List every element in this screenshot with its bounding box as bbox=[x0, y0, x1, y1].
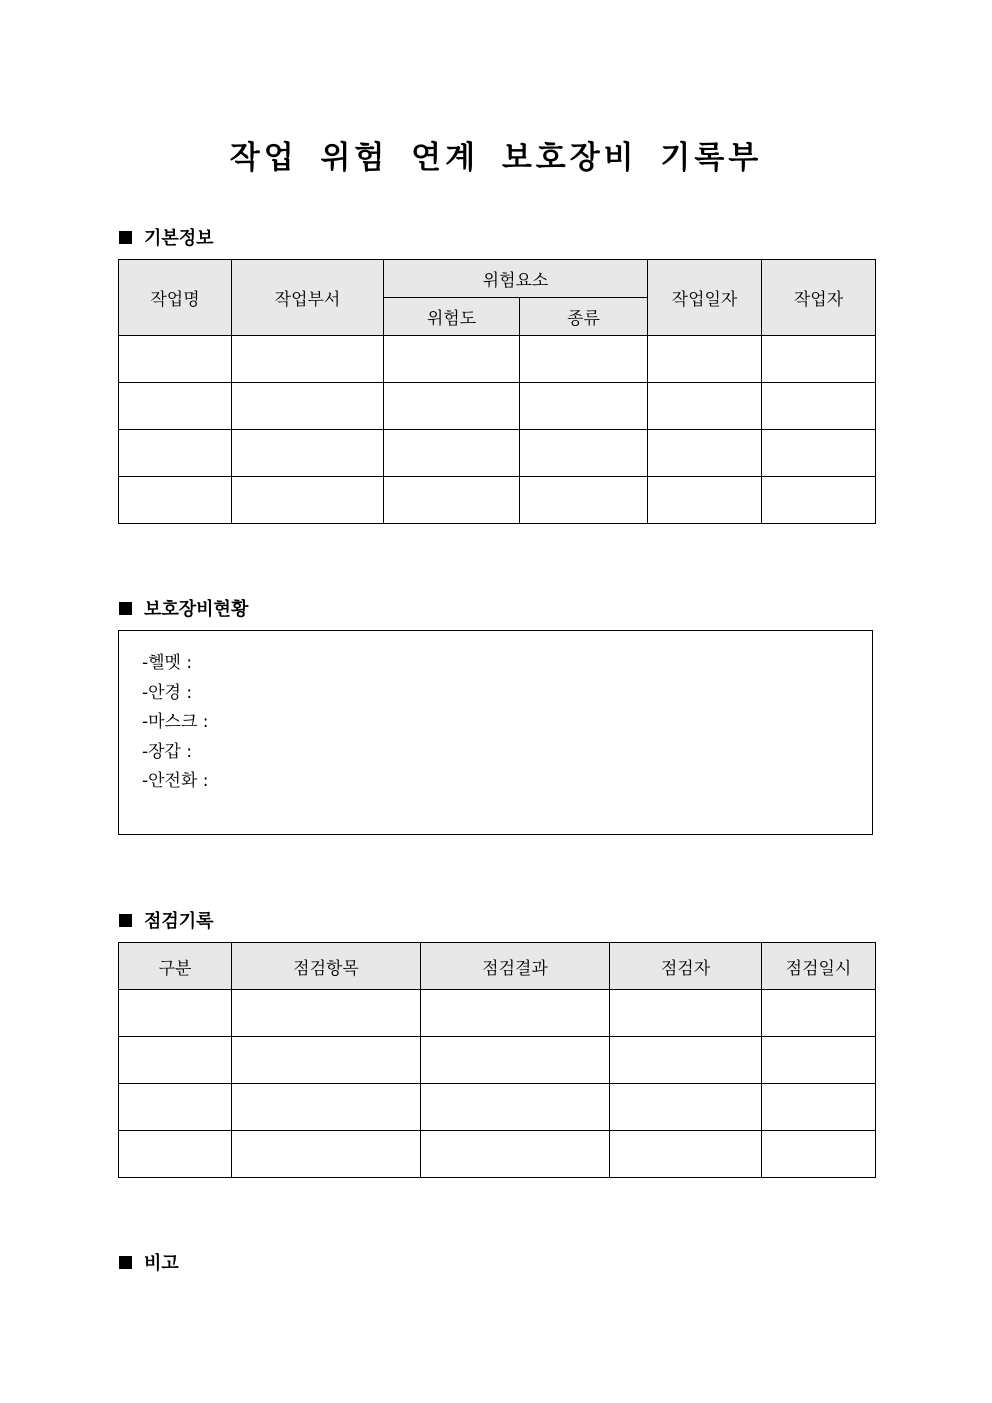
table-cell[interactable] bbox=[648, 336, 762, 383]
table-cell[interactable] bbox=[762, 336, 876, 383]
equipment-item-safety-shoes[interactable]: -안전화 : bbox=[142, 771, 209, 791]
table-cell[interactable] bbox=[648, 477, 762, 524]
table-cell[interactable] bbox=[232, 430, 384, 477]
table-cell[interactable] bbox=[610, 1037, 762, 1084]
table-cell[interactable] bbox=[119, 383, 232, 430]
table-cell[interactable] bbox=[421, 990, 610, 1037]
section-heading-label: 보호장비현황 bbox=[144, 599, 249, 620]
table-cell[interactable] bbox=[232, 336, 384, 383]
table-row bbox=[119, 430, 876, 477]
square-bullet-icon bbox=[119, 231, 132, 244]
table-cell[interactable] bbox=[762, 1131, 876, 1178]
header-inspection-item: 점검항목 bbox=[232, 943, 421, 990]
document-title: 작업 위험 연계 보호장비 기록부 bbox=[229, 140, 763, 176]
table-cell[interactable] bbox=[384, 477, 520, 524]
table-cell[interactable] bbox=[762, 430, 876, 477]
table-cell[interactable] bbox=[610, 1131, 762, 1178]
table-cell[interactable] bbox=[648, 383, 762, 430]
table-row bbox=[119, 1131, 876, 1178]
section-heading-label: 비고 bbox=[144, 1253, 179, 1274]
table-cell[interactable] bbox=[232, 1037, 421, 1084]
table-cell[interactable] bbox=[232, 1084, 421, 1131]
table-cell[interactable] bbox=[762, 990, 876, 1037]
table-cell[interactable] bbox=[384, 430, 520, 477]
table-cell[interactable] bbox=[648, 430, 762, 477]
header-inspection-result: 점검결과 bbox=[421, 943, 610, 990]
square-bullet-icon bbox=[119, 914, 132, 927]
equipment-item-mask[interactable]: -마스크 : bbox=[142, 712, 209, 732]
header-risk-level: 위험도 bbox=[384, 298, 520, 336]
table-cell[interactable] bbox=[520, 336, 648, 383]
table-cell[interactable] bbox=[119, 990, 232, 1037]
section-heading-equipment-status bbox=[119, 595, 248, 621]
header-risk-type: 종류 bbox=[520, 298, 648, 336]
table-cell[interactable] bbox=[119, 336, 232, 383]
table-cell[interactable] bbox=[762, 1084, 876, 1131]
equipment-item-helmet[interactable]: -헬멧 : bbox=[142, 653, 193, 673]
table-cell[interactable] bbox=[520, 477, 648, 524]
table-cell[interactable] bbox=[421, 1131, 610, 1178]
inspection-table bbox=[118, 942, 876, 1178]
equipment-status-box bbox=[118, 630, 873, 835]
equipment-list bbox=[142, 649, 209, 797]
table-cell[interactable] bbox=[762, 1037, 876, 1084]
section-heading-basic-info bbox=[119, 224, 214, 250]
table-cell[interactable] bbox=[520, 383, 648, 430]
table-cell[interactable] bbox=[421, 1037, 610, 1084]
table-cell[interactable] bbox=[119, 1084, 232, 1131]
header-worker: 작업자 bbox=[762, 260, 876, 336]
table-row bbox=[119, 477, 876, 524]
header-department: 작업부서 bbox=[232, 260, 384, 336]
table-cell[interactable] bbox=[762, 383, 876, 430]
table-row bbox=[119, 383, 876, 430]
section-heading-label: 점검기록 bbox=[144, 911, 214, 932]
table-cell[interactable] bbox=[610, 1084, 762, 1131]
header-risk-factor: 위험요소 bbox=[384, 260, 648, 298]
square-bullet-icon bbox=[119, 1256, 132, 1269]
table-row bbox=[119, 336, 876, 383]
header-work-name: 작업명 bbox=[119, 260, 232, 336]
table-cell[interactable] bbox=[232, 990, 421, 1037]
header-inspection-datetime: 점검일시 bbox=[762, 943, 876, 990]
section-heading-inspection-record bbox=[119, 907, 214, 933]
table-row bbox=[119, 1037, 876, 1084]
table-cell[interactable] bbox=[232, 1131, 421, 1178]
table-cell[interactable] bbox=[232, 477, 384, 524]
header-category: 구분 bbox=[119, 943, 232, 990]
table-row bbox=[119, 1084, 876, 1131]
table-cell[interactable] bbox=[119, 477, 232, 524]
table-cell[interactable] bbox=[610, 990, 762, 1037]
table-cell[interactable] bbox=[421, 1084, 610, 1131]
equipment-item-gloves[interactable]: -장갑 : bbox=[142, 741, 193, 762]
table-cell[interactable] bbox=[762, 477, 876, 524]
table-cell[interactable] bbox=[520, 430, 648, 477]
header-work-date: 작업일자 bbox=[648, 260, 762, 336]
table-row bbox=[119, 990, 876, 1037]
basic-info-table bbox=[118, 259, 876, 524]
section-heading-remarks bbox=[119, 1249, 179, 1275]
table-cell[interactable] bbox=[119, 430, 232, 477]
table-cell[interactable] bbox=[384, 336, 520, 383]
equipment-item-glasses[interactable]: -안경 : bbox=[142, 682, 193, 703]
section-heading-label: 기본정보 bbox=[144, 228, 214, 249]
table-cell[interactable] bbox=[119, 1037, 232, 1084]
header-inspector: 점검자 bbox=[610, 943, 762, 990]
table-cell[interactable] bbox=[232, 383, 384, 430]
table-cell[interactable] bbox=[384, 383, 520, 430]
table-cell[interactable] bbox=[119, 1131, 232, 1178]
square-bullet-icon bbox=[119, 602, 132, 615]
